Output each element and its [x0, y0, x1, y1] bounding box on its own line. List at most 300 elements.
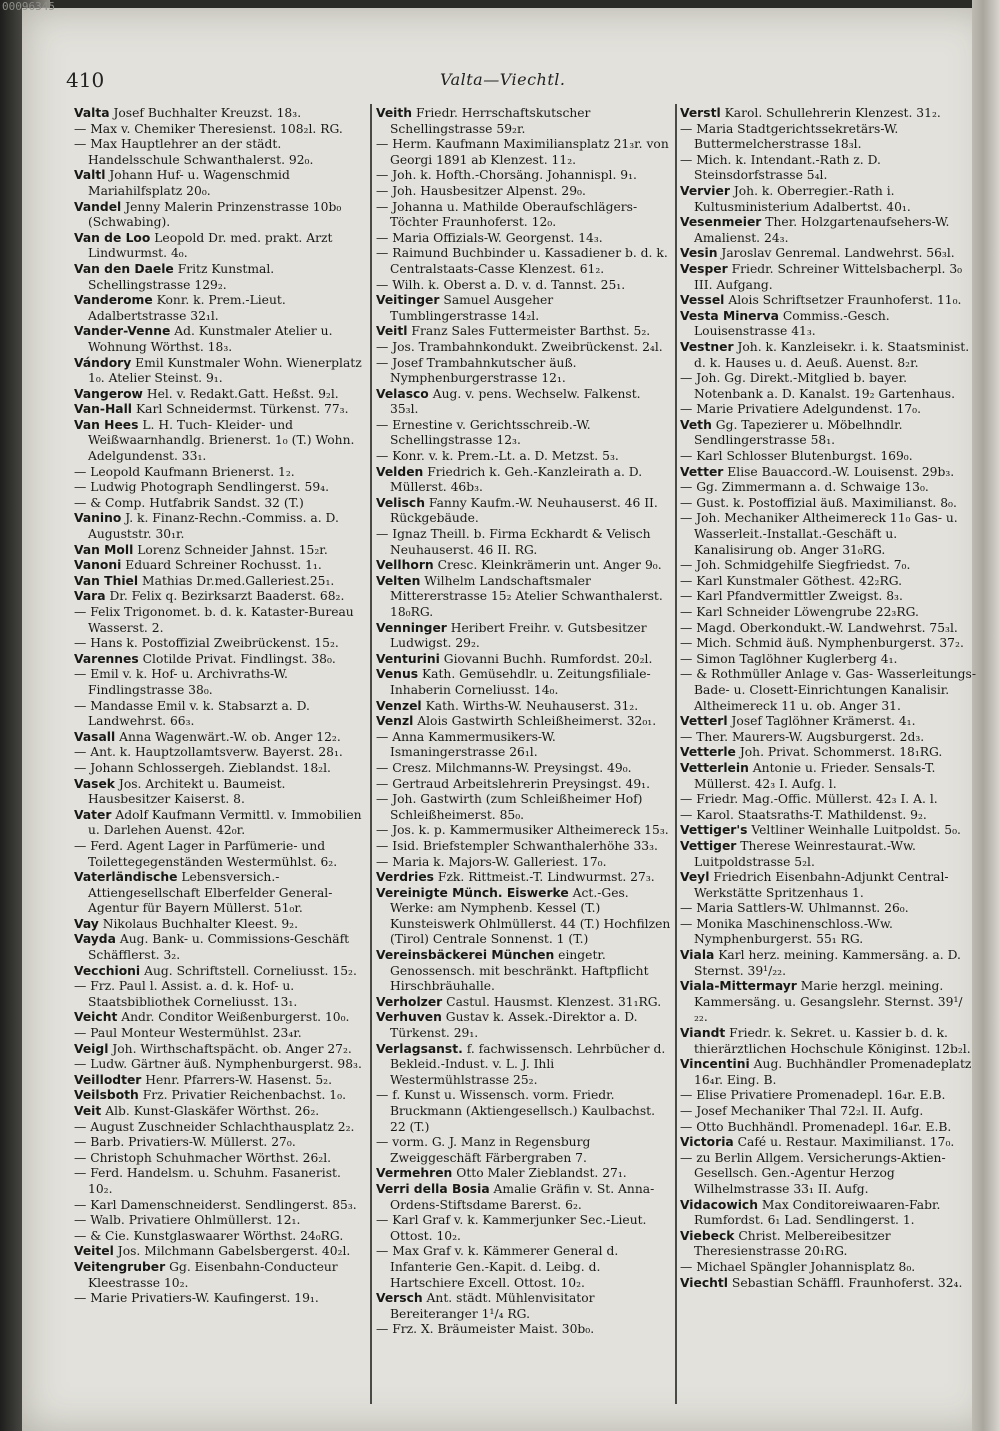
directory-entry: [74, 324, 366, 355]
directory-entry: [376, 761, 672, 777]
entry-surname: Veitengruber: [74, 1259, 166, 1274]
entry-details: — Joh. Gastwirth (zum Schleißheimer Hof) Schleißheimerst. 85₀.: [376, 792, 643, 822]
directory-entry: [74, 1260, 366, 1291]
entry-details: — Walb. Privatiere Ohlmüllerst. 12₁.: [74, 1213, 301, 1228]
entry-details: — Ludwig Photograph Sendlingerst. 59₄.: [74, 480, 329, 495]
entry-details: Marie herzgl. meining. Kammersäng. u. Gesangslehr. Sternst. 39¹/₂₂.: [694, 979, 963, 1025]
entry-details: — Monika Maschinenschloss.-Ww. Nymphenburgerst. 55₁ RG.: [680, 916, 893, 947]
entry-details: — Emil v. k. Hof- u. Archivraths-W. Findlingstrasse 38₀.: [74, 667, 288, 697]
directory-entry: [74, 418, 366, 465]
entry-details: — August Zuschneider Schlachthausplatz 2₂.: [74, 1119, 355, 1134]
entry-details: Dr. Felix q. Bezirksarzt Baaderst. 68₂.: [109, 589, 345, 604]
entry-details: — Johann Schlossergeh. Zieblandst. 18₂l.: [74, 760, 331, 775]
entry-details: — Karl Schneider Löwengrube 22₃RG.: [680, 605, 919, 619]
entry-surname: Vesenmeier: [680, 215, 762, 230]
entry-details: — Felix Trigonomet. b. d. k. Kataster-Bureau Wasserst. 2.: [74, 605, 354, 635]
entry-surname: Varennes: [74, 651, 139, 666]
directory-entry: [680, 402, 976, 418]
directory-entry: [680, 262, 976, 293]
entry-surname: Vanoni: [74, 558, 122, 573]
entry-surname: Verholzer: [376, 994, 443, 1009]
entry-surname: Vereinsbäckerei München: [376, 948, 555, 963]
entry-details: Max Conditoreiwaaren-Fabr. Rumfordst. 6₁ Lad. Sendlingerst. 1.: [694, 1197, 941, 1228]
entry-details: Ther. Holzgartenaufsehers-W. Amalienst. 24₃.: [694, 215, 950, 245]
entry-surname: Veit: [74, 1104, 102, 1118]
entry-details: — Ernestine v. Gerichtsschreib.-W. Schellingstrasse 12₃.: [376, 417, 591, 448]
entry-details: — Simon Taglöhner Kuglerberg 4₁.: [680, 651, 898, 666]
entry-details: — Mandasse Emil v. k. Stabsarzt a. D. Landwehrst. 66₃.: [74, 698, 310, 729]
directory-entry: [376, 449, 672, 465]
entry-surname: Venus: [376, 667, 419, 682]
directory-entry: [376, 1213, 672, 1244]
entry-surname: Vander-Venne: [74, 324, 171, 339]
directory-entry: [680, 309, 976, 340]
entry-details: — zu Berlin Allgem. Versicherungs-Aktien-Gesellsch. Gen.-Agentur Herzog Wilhelmstrasse 33₁ II. Aufg.: [680, 1150, 946, 1196]
entry-details: Joh. Privat. Schommerst. 18₁RG.: [739, 745, 943, 760]
directory-entry: [376, 1322, 672, 1338]
directory-entry: [74, 1151, 366, 1167]
directory-entry: [74, 137, 366, 168]
directory-entry: [74, 1120, 366, 1136]
entry-details: Alois Schriftsetzer Fraunhoferst. 11₀.: [728, 293, 962, 308]
directory-entry: [680, 745, 976, 761]
directory-entry: [74, 1026, 366, 1042]
directory-entry: [680, 1198, 976, 1229]
directory-entry: [376, 870, 672, 886]
directory-entry: [376, 558, 672, 574]
directory-entry: [680, 558, 976, 574]
directory-entry: [74, 496, 366, 512]
entry-surname: Vesin: [680, 246, 718, 261]
directory-entry: [74, 652, 366, 668]
entry-surname: Verstl: [680, 106, 721, 120]
entry-details: Fritz Kunstmal. Schellingstrasse 129₂.: [88, 261, 275, 292]
entry-details: — Max Hauptlehrer an der städt. Handelsschule Schwanthalerst. 92₀.: [74, 137, 314, 167]
entry-surname: Vayda: [74, 932, 116, 947]
entry-details: — Karl Kunstmaler Göthest. 42₂RG.: [680, 573, 903, 588]
directory-entry: [74, 808, 366, 839]
entry-details: — vorm. G. J. Manz in Regensburg Zweiggeschäft Färbergraben 7.: [376, 1135, 591, 1165]
entry-surname: Viala-Mittermayr: [680, 979, 797, 994]
entry-details: Amalie Gräfin v. St. Anna-Ordens-Stiftsdame Barerst. 6₂.: [390, 1181, 655, 1212]
directory-entry: [376, 231, 672, 247]
column-rule: [370, 104, 372, 1404]
directory-entry: [74, 1166, 366, 1197]
entry-details: Frz. Privatier Reichenbachst. 1₀.: [142, 1088, 346, 1103]
directory-entry: [74, 356, 366, 387]
entry-details: Antonie u. Frieder. Sensals-T. Müllerst. 42₃ I. Aufg. l.: [694, 760, 936, 791]
directory-entry: [74, 870, 366, 917]
entry-details: Josef Taglöhner Krämerst. 4₁.: [731, 714, 916, 729]
directory-entry: [376, 387, 672, 418]
directory-entry: [74, 1229, 366, 1245]
entry-surname: Van-Hall: [74, 402, 133, 417]
entry-details: Gustav k. Assek.-Direktor a. D. Türkenst. 29₁.: [390, 1010, 638, 1041]
entry-details: Alois Gastwirth Schleißheimerst. 32₀₁.: [417, 714, 657, 729]
entry-details: — Joh. Mechaniker Altheimereck 11₀ Gas- u. Wasserleit.-Installat.-Geschäft u. Kanalisirung ob. Anger 31₀RG.: [680, 511, 958, 557]
entry-details: — Friedr. Mag.-Offic. Müllerst. 42₃ I. A. l.: [680, 792, 938, 807]
entry-details: — Marie Privatiere Adelgundenst. 17₀.: [680, 402, 922, 417]
directory-entry: [376, 1088, 672, 1135]
entry-surname: Vater: [74, 807, 112, 822]
entry-surname: Valtl: [74, 168, 106, 183]
directory-entry: [680, 1026, 976, 1057]
entry-surname: Vay: [74, 916, 99, 931]
directory-entry: [376, 1244, 672, 1291]
directory-entry: [680, 1260, 976, 1276]
directory-entry: [680, 652, 976, 668]
entry-details: Jos. Milchmann Gabelsbergerst. 40₂l.: [117, 1244, 351, 1259]
directory-entry: [680, 792, 976, 808]
entry-details: Jaroslav Genremal. Landwehrst. 56₃l.: [721, 246, 955, 261]
directory-entry: [680, 574, 976, 590]
entry-surname: Viala: [680, 948, 715, 963]
directory-entry: [74, 200, 366, 231]
directory-entry: [376, 792, 672, 823]
directory-entry: [74, 1135, 366, 1151]
directory-entry: [74, 1291, 366, 1307]
entry-details: Friedr. Herrschaftskutscher Schellingstrasse 59₂r.: [390, 106, 591, 136]
directory-entry: [376, 418, 672, 449]
directory-entry: [680, 184, 976, 215]
directory-entry: [74, 480, 366, 496]
entry-surname: Vermehren: [376, 1166, 453, 1181]
directory-entry: [680, 418, 976, 449]
entry-details: Friedr. k. Sekret. u. Kassier b. d. k. thierärztlichen Hochschule Königinst. 12b₂l.: [694, 1026, 971, 1056]
entry-surname: Vetterle: [680, 745, 736, 760]
directory-entry: [680, 636, 976, 652]
entry-details: Jos. Architekt u. Baumeist. Hausbesitzer Kaiserst. 8.: [88, 776, 286, 807]
entry-details: — Ignaz Theill. b. Firma Eckhardt & Velisch Neuhauserst. 46 II. RG.: [376, 527, 651, 557]
entry-details: — Paul Monteur Westermühlst. 23₄r.: [74, 1026, 302, 1041]
directory-entry: [680, 948, 976, 979]
entry-details: Joh. Wirthschaftspächt. ob. Anger 27₂.: [112, 1041, 352, 1056]
entry-details: — Joh. Schmidgehilfe Siegfriedst. 7₀.: [680, 558, 911, 573]
entry-details: — Josef Mechaniker Thal 72₂l. II. Aufg.: [680, 1104, 924, 1118]
directory-entry: [74, 1244, 366, 1260]
entry-details: — Joh. Gg. Direkt.-Mitglied b. bayer. Notenbank a. D. Kanalst. 19₂ Gartenhaus.: [680, 371, 955, 401]
directory-entry: [74, 511, 366, 542]
directory-entry: [680, 1057, 976, 1088]
entry-surname: Vecchioni: [74, 963, 141, 978]
directory-entry: [74, 1104, 366, 1120]
page-header: [0, 68, 1000, 94]
directory-entry: [74, 699, 366, 730]
entry-details: — Anna Kammermusikers-W. Ismaningerstrasse 26₁l.: [376, 729, 556, 760]
entry-surname: Vasek: [74, 776, 115, 791]
directory-entry: [680, 215, 976, 246]
entry-details: Friedrich Eisenbahn-Adjunkt Central-Werkstätte Spritzenhaus 1.: [694, 870, 949, 900]
entry-details: — Frz. X. Bräumeister Maist. 30b₀.: [376, 1322, 595, 1337]
directory-entry: [376, 1182, 672, 1213]
directory-entry: [74, 605, 366, 636]
entry-details: Ad. Kunstmaler Atelier u. Wohnung Wörthst. 18₃.: [88, 324, 333, 354]
directory-column-2: [376, 106, 672, 1406]
entry-details: — Max v. Chemiker Theresienst. 108₂l. RG.: [74, 121, 343, 136]
entry-surname: Veicht: [74, 1010, 118, 1025]
directory-column-1: [74, 106, 366, 1406]
entry-details: — Raimund Buchbinder u. Kassadiener b. d. k. Centralstaats-Casse Klenzest. 61₂.: [376, 246, 668, 276]
directory-entry: [680, 901, 976, 917]
entry-details: f. fachwissensch. Lehrbücher d. Bekleid.-Indust. v. L. J. Ihli Westermühlstrasse 25₂.: [390, 1041, 666, 1087]
entry-surname: Vanderome: [74, 293, 153, 308]
entry-details: — Karl Schlosser Blutenburgst. 169₀.: [680, 449, 913, 464]
directory-entry: [680, 1276, 976, 1292]
entry-details: Giovanni Buchh. Rumfordst. 20₂l.: [443, 651, 653, 666]
entry-surname: Veillodter: [74, 1072, 142, 1087]
entry-surname: Vetterlein: [680, 760, 749, 775]
entry-surname: Veitel: [74, 1244, 114, 1259]
entry-details: — Michael Spängler Johannisplatz 8₀.: [680, 1259, 916, 1274]
entry-details: Wilhelm Landschaftsmaler Mittererstrasse 15₂ Atelier Schwanthalerst. 18₀RG.: [390, 573, 663, 619]
directory-entry: [376, 324, 672, 340]
entry-surname: Venninger: [376, 620, 447, 635]
entry-details: Franz Sales Futtermeister Barthst. 5₂.: [411, 324, 651, 339]
directory-entry: [680, 1229, 976, 1260]
entry-surname: Vesta Minerva: [680, 308, 779, 323]
entry-details: Ant. städt. Mühlenvisitator Bereiteranger 1¹/₄ RG.: [390, 1291, 595, 1321]
directory-entry: [74, 636, 366, 652]
directory-entry: [680, 621, 976, 637]
entry-details: Therese Weinrestaurat.-Ww. Luitpoldstrasse 5₂l.: [694, 838, 916, 869]
entry-surname: Victoria: [680, 1135, 734, 1150]
entry-surname: Veilsboth: [74, 1088, 139, 1103]
entry-surname: Vessel: [680, 293, 725, 308]
entry-details: — Joh. Hausbesitzer Alpenst. 29₀.: [376, 183, 586, 198]
directory-entry: [376, 652, 672, 668]
directory-entry: [376, 293, 672, 324]
entry-details: J. k. Finanz-Rechn.-Commiss. a. D. Auguststr. 30₁r.: [88, 511, 339, 542]
entry-surname: Verri della Bosia: [376, 1181, 490, 1196]
entry-details: — Christoph Schuhmacher Wörthst. 26₂l.: [74, 1150, 332, 1165]
directory-entry: [74, 168, 366, 199]
entry-details: Karl herz. meining. Kammersäng. a. D. Sternst. 39¹/₂₂.: [694, 948, 961, 978]
directory-entry: [680, 340, 976, 371]
entry-details: — Johanna u. Mathilde Oberaufschlägers-Töchter Fraunhoferst. 12₀.: [376, 199, 638, 230]
directory-entry: [680, 480, 976, 496]
directory-entry: [680, 605, 976, 621]
directory-entry: [376, 278, 672, 294]
entry-details: — Elise Privatiere Promenadepl. 16₄r. E.B.: [680, 1088, 946, 1103]
directory-entry: [680, 870, 976, 901]
entry-surname: Vettiger's: [680, 823, 748, 838]
directory-entry: [74, 745, 366, 761]
directory-entry: [680, 465, 976, 481]
entry-surname: Vetter: [680, 464, 724, 479]
entry-details: Clotilde Privat. Findlingst. 38₀.: [142, 651, 336, 666]
entry-details: Otto Maler Zieblandst. 27₁.: [456, 1166, 627, 1181]
directory-entry: [74, 932, 366, 963]
entry-details: Nikolaus Buchhalter Kleest. 9₂.: [102, 916, 299, 931]
directory-entry: [74, 589, 366, 605]
entry-details: — Josef Trambahnkutscher äuß. Nymphenburgerstrasse 12₁.: [376, 355, 577, 386]
directory-entry: [680, 823, 976, 839]
entry-surname: Velasco: [376, 386, 429, 401]
entry-details: — Frz. Paul l. Assist. a. d. k. Hof- u. Staatsbibliothek Corneliusst. 13₁.: [74, 979, 298, 1009]
entry-details: — Gust. k. Postoffizial äuß. Maximilianst. 8₀.: [680, 495, 957, 510]
entry-details: — Maria Stadtgerichtssekretärs-W. Buttermelcherstrasse 18₃l.: [680, 121, 899, 152]
entry-details: — & Comp. Hutfabrik Sandst. 32 (T.): [74, 495, 304, 510]
entry-details: Lorenz Schneider Jahnst. 15₂r.: [137, 542, 328, 557]
column-rule: [675, 104, 677, 1404]
entry-details: Gg. Eisenbahn-Conducteur Kleestrasse 10₂.: [88, 1259, 338, 1290]
directory-entry: [680, 511, 976, 558]
entry-surname: Viechtl: [680, 1275, 728, 1290]
directory-entry: [680, 1120, 976, 1136]
entry-surname: Venturini: [376, 651, 440, 666]
entry-details: Sebastian Schäffl. Fraunhoferst. 32₄.: [731, 1275, 963, 1290]
directory-entry: [376, 356, 672, 387]
entry-surname: Vara: [74, 589, 106, 604]
entry-details: Jenny Malerin Prinzenstrasse 10b₀ (Schwabing).: [88, 199, 342, 230]
directory-entry: [74, 730, 366, 746]
entry-details: — Leopold Kaufmann Brienerst. 1₂.: [74, 464, 295, 479]
entry-details: — f. Kunst u. Wissensch. vorm. Friedr. Bruckmann (Aktiengesellsch.) Kaulbachst. 22 (T.): [376, 1088, 655, 1134]
directory-entry: [74, 402, 366, 418]
entry-details: Lebensversich.-Attiengesellschaft Elberfelder General-Agentur für Bayern Müllerst. 51₀r.: [88, 870, 333, 916]
book-right-edge: [972, 0, 1000, 1431]
directory-entry: [376, 1010, 672, 1041]
entry-details: Eduard Schreiner Rochusst. 1₁.: [125, 558, 322, 573]
directory-entry: [376, 527, 672, 558]
entry-details: Adolf Kaufmann Vermittl. v. Immobilien u. Darlehen Auenst. 42₀r.: [88, 807, 362, 838]
directory-entry: [376, 574, 672, 621]
directory-entry: [74, 262, 366, 293]
entry-surname: Vesper: [680, 261, 728, 276]
entry-surname: Vándory: [74, 355, 132, 370]
directory-entry: [680, 371, 976, 402]
entry-details: — Gertraud Arbeitslehrerin Preysingst. 49₁.: [376, 776, 651, 791]
entry-details: — Maria Offizials-W. Georgenst. 14₃.: [376, 230, 603, 245]
entry-surname: Van Hees: [74, 417, 139, 432]
directory-entry: [74, 106, 366, 122]
directory-entry: [376, 855, 672, 871]
entry-details: Cresc. Kleinkrämerin unt. Anger 9₀.: [437, 558, 662, 573]
directory-entry: [376, 106, 672, 137]
directory-entry: [680, 589, 976, 605]
directory-entry: [680, 246, 976, 262]
entry-details: Fzk. Rittmeist.-T. Lindwurmst. 27₃.: [437, 870, 655, 885]
entry-details: Aug. Buchhändler Promenadeplatz 16₄r. Eing. B.: [694, 1057, 972, 1087]
entry-details: Joh. k. Kanzleisekr. i. k. Staatsminist. d. k. Hauses u. d. Aeuß. Auenst. 8₂r.: [694, 339, 970, 370]
directory-entry: [74, 667, 366, 698]
directory-entry: [376, 621, 672, 652]
entry-surname: Viandt: [680, 1026, 726, 1041]
entry-details: Veltliner Weinhalle Luitpoldst. 5₀.: [751, 823, 961, 838]
entry-surname: Veth: [680, 417, 712, 432]
entry-surname: Velisch: [376, 495, 425, 510]
directory-entry: [74, 761, 366, 777]
entry-surname: Vellhorn: [376, 558, 434, 573]
entry-details: Alb. Kunst-Glaskäfer Wörthst. 26₂.: [105, 1104, 320, 1118]
entry-surname: Veith: [376, 106, 413, 120]
entry-details: Castul. Hausmst. Klenzest. 31₁RG.: [446, 994, 662, 1009]
entry-details: — Ferd. Handelsm. u. Schuhm. Fasanerist. 10₂.: [74, 1166, 341, 1196]
directory-entry: [74, 839, 366, 870]
page-number: 410: [66, 68, 105, 92]
entry-details: — Mich. Schmid äuß. Nymphenburgerst. 37₂.: [680, 636, 964, 651]
directory-entry: [376, 1135, 672, 1166]
entry-surname: Veitl: [376, 324, 408, 339]
directory-entry: [680, 667, 976, 714]
entry-surname: Verhuven: [376, 1010, 442, 1025]
directory-entry: [74, 293, 366, 324]
directory-entry: [74, 1010, 366, 1026]
entry-details: — Herm. Kaufmann Maximiliansplatz 21₃r. von Georgi 1891 ab Klenzest. 11₂.: [376, 137, 669, 167]
directory-entry: [74, 964, 366, 980]
entry-details: — Karl Damenschneiderst. Sendlingerst. 85₃.: [74, 1197, 357, 1212]
directory-entry: [74, 1088, 366, 1104]
entry-surname: Valta: [74, 106, 110, 120]
entry-details: — Ant. k. Hauptzollamtsverw. Bayerst. 28₁.: [74, 745, 343, 760]
directory-column-3: [680, 106, 976, 1406]
entry-surname: Vasall: [74, 729, 116, 744]
directory-entry: [74, 465, 366, 481]
directory-entry: [74, 574, 366, 590]
entry-surname: Van den Daele: [74, 261, 174, 276]
entry-surname: Vervier: [680, 183, 730, 198]
entry-surname: Venzel: [376, 698, 422, 713]
entry-details: — Max Graf v. k. Kämmerer General d. Infanterie Gen.-Kapit. d. Leibg. d. Hartschiere Excell. Ottost. 10₂.: [376, 1244, 619, 1290]
entry-details: Friedrich k. Geh.-Kanzleirath a. D. Müllerst. 46b₃.: [390, 464, 643, 495]
entry-details: Emil Kunstmaler Wohn. Wienerplatz 1₀. Atelier Steinst. 9₁.: [88, 355, 362, 386]
directory-entry: [680, 979, 976, 1026]
directory-entry: [680, 153, 976, 184]
running-head: Valta—Viechtl.: [440, 70, 566, 89]
directory-entry: [680, 917, 976, 948]
directory-entry: [680, 1088, 976, 1104]
entry-surname: Viebeck: [680, 1228, 735, 1243]
entry-surname: Vincentini: [680, 1057, 750, 1072]
directory-entry: [680, 449, 976, 465]
directory-entry: [376, 948, 672, 995]
entry-surname: Velten: [376, 573, 421, 588]
entry-details: — Jos. k. p. Kammermusiker Altheimereck 15₃.: [376, 823, 669, 838]
directory-entry: [680, 293, 976, 309]
directory-entry: [680, 808, 976, 824]
entry-surname: Veitinger: [376, 293, 440, 308]
entry-details: — Isid. Briefstempler Schwanthalerhöhe 33₃.: [376, 838, 658, 853]
directory-entry: [376, 730, 672, 761]
entry-details: — Otto Buchhändl. Promenadepl. 16₄r. E.B.: [680, 1119, 952, 1134]
entry-surname: Verlagsanst.: [376, 1041, 463, 1056]
entry-details: — Joh. k. Hofth.-Chorsäng. Johannispl. 9₁.: [376, 168, 637, 183]
entry-details: Leopold Dr. med. prakt. Arzt Lindwurmst. 4₀.: [88, 230, 333, 261]
directory-entry: [680, 106, 976, 122]
entry-details: Karl Schneidermst. Türkenst. 77₃.: [135, 402, 349, 417]
entry-details: L. H. Tuch- Kleider- und Weißwaarnhandlg. Brienerst. 1₀ (T.) Wohn. Adelgundenst. 33₁.: [88, 417, 355, 464]
entry-surname: Versch: [376, 1291, 423, 1306]
directory-entry: [376, 1291, 672, 1322]
entry-surname: Van Moll: [74, 542, 134, 557]
directory-entry: [376, 465, 672, 496]
entry-details: — Maria k. Majors-W. Galleriest. 17₀.: [376, 854, 607, 869]
entry-surname: Vetterl: [680, 714, 728, 729]
directory-entry: [376, 200, 672, 231]
entry-details: Aug. v. pens. Wechselw. Falkenst. 35₃l.: [390, 386, 641, 417]
entry-surname: Van Thiel: [74, 573, 139, 588]
entry-surname: Van de Loo: [74, 230, 151, 245]
entry-details: Fanny Kaufm.-W. Neuhauserst. 46 II. Rückgebäude.: [390, 495, 658, 526]
entry-surname: Vettiger: [680, 838, 737, 853]
directory-entry: [376, 777, 672, 793]
directory-entry: [74, 543, 366, 559]
entry-details: Aug. Bank- u. Commissions-Geschäft Schäfflerst. 3₂.: [88, 932, 350, 963]
entry-details: Elise Bauaccord.-W. Louisenst. 29b₃.: [727, 464, 955, 479]
entry-details: — Mich. k. Intendant.-Rath z. D. Steinsdorfstrasse 5₄l.: [680, 152, 881, 183]
directory-entry: [74, 231, 366, 262]
entry-details: Karol. Schullehrerin Klenzest. 31₂.: [724, 106, 941, 120]
